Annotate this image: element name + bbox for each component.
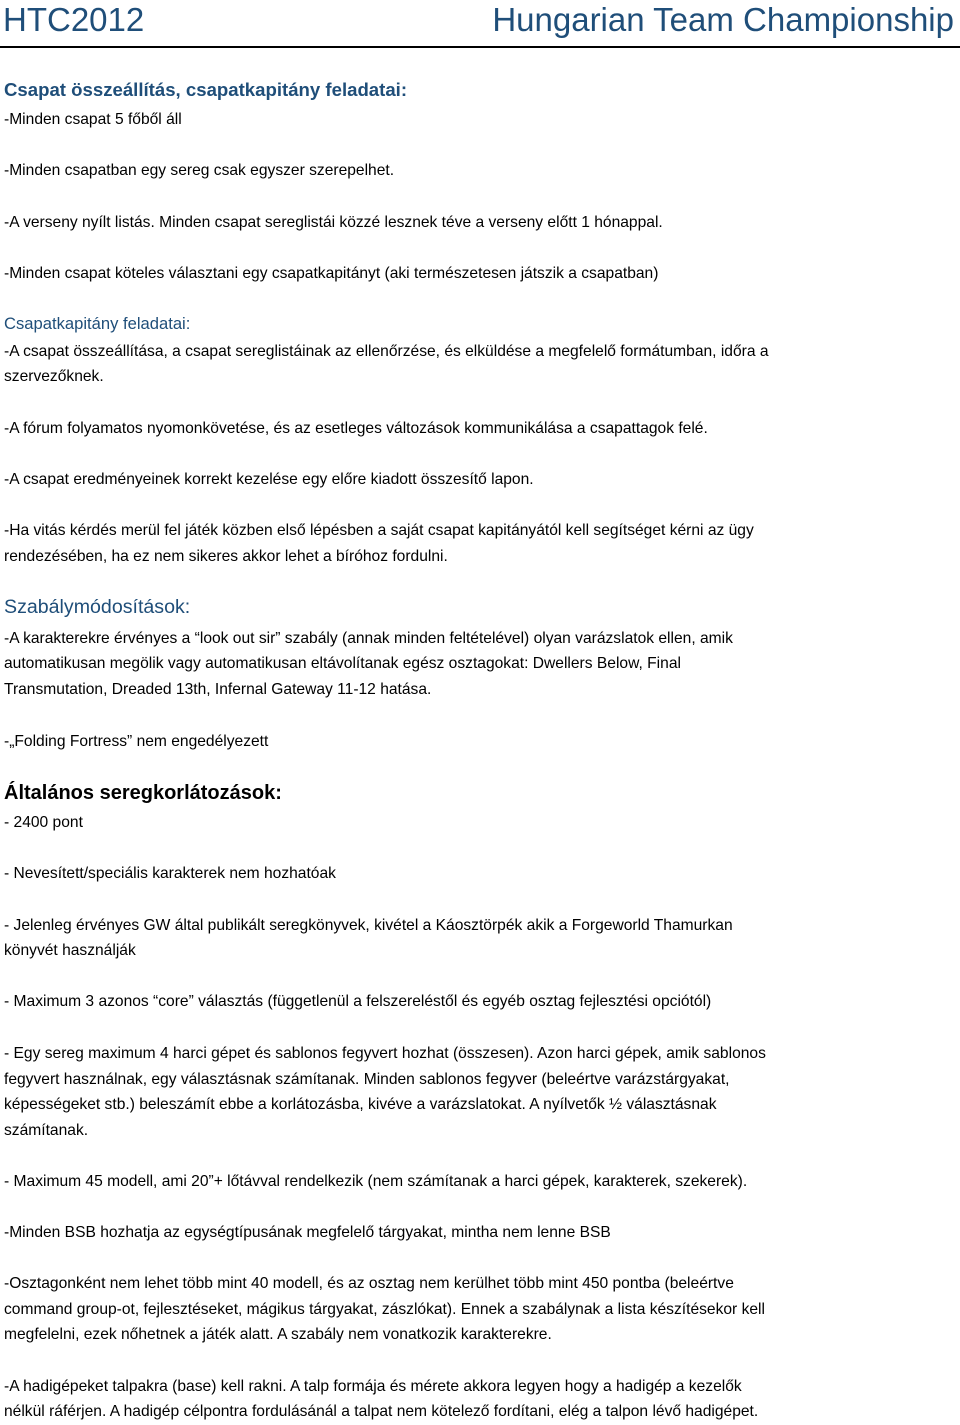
text-line: -Minden csapatban egy sereg csak egyszer szerepelhet. (4, 162, 395, 179)
text-line: számítanak. (4, 1122, 89, 1139)
section-heading-captain-duties: Csapatkapitány feladatai: (4, 314, 191, 333)
text-line: Transmutation, Dreaded 13th, Infernal Gateway 11-12 hatása. (4, 681, 432, 698)
text-line: automatikusan megölik vagy automatikusan eltávolítanak egész osztagokat: Dwellers Below, Final (4, 655, 681, 672)
text-line: - 2400 pont (4, 814, 83, 831)
text-line: megfelelni, ezek nőhetnek a játék alatt. A szabály nem vonatkozik karakterekre. (4, 1326, 552, 1343)
header-code: HTC2012 (3, 1, 145, 38)
text-line: -A verseny nyílt listás. Minden csapat sereglistái közzé lesznek téve a verseny előtt 1 hónappal. (4, 214, 663, 231)
text-line: - Egy sereg maximum 4 harci gépet és sablonos fegyvert hozhat (összesen). Azon harci gépek, amik sablonos (4, 1045, 766, 1062)
section-heading-army-restrictions: Általános seregkorlátozások: (4, 782, 282, 804)
section-heading-team-setup: Csapat összeállítás, csapatkapitány feladatai: (4, 79, 408, 100)
text-line: -Minden csapat köteles választani egy csapatkapitányt (aki természetesen játszik a csapatban) (4, 265, 659, 282)
text-line: -Minden BSB hozhatja az egységtípusának megfelelő tárgyakat, mintha nem lenne BSB (4, 1224, 611, 1241)
text-line: - Nevesített/speciális karakterek nem hozhatóak (4, 865, 336, 882)
text-line: command group-ot, fejlesztéseket, mágikus tárgyakat, zászlókat). Ennek a szabálynak a lista készítésekor kell (4, 1301, 765, 1318)
text-line: -A karakterekre érvényes a “look out sir” szabály (annak minden feltételével) olyan varázslatok ellen, amik (4, 630, 733, 647)
text-line: - Maximum 45 modell, ami 20”+ lőtávval rendelkezik (nem számítanak a harci gépek, karakterek, szekerek). (4, 1173, 748, 1190)
text-line: -„Folding Fortress” nem engedélyezett (4, 733, 269, 750)
text-line: fegyvert használnak, egy választásnak számítanak. Minden sablonos fegyver (beleértve varázstárgyakat, (4, 1071, 730, 1088)
text-line: rendezésében, ha ez nem sikeres akkor lehet a bíróhoz fordulni. (4, 548, 448, 565)
text-line: szervezőknek. (4, 368, 104, 385)
page-header (0, 0, 960, 48)
section-heading-rule-changes: Szabálymódosítások: (4, 596, 191, 618)
text-line: - Maximum 3 azonos “core” választás (függetlenül a felszereléstől és egyéb osztag fejlesztési opciótól) (4, 993, 712, 1010)
text-line: - Jelenleg érvényes GW által publikált seregkönyvek, kivétel a Káosztörpék akik a Forgeworld Thamurkan (4, 917, 733, 934)
text-line: -A csapat összeállítása, a csapat sereglistáinak az ellenőrzése, és elküldése a megfelelő formátumban, időra a (4, 343, 769, 360)
text-line: -A hadigépeket talpakra (base) kell rakni. A talp formája és mérete akkora legyen hogy a hadigép a kezelők (4, 1378, 742, 1395)
header-title: Hungarian Team Championship (492, 1, 954, 38)
text-line: -A csapat eredményeinek korrekt kezelése egy előre kiadott összesítő lapon. (4, 471, 534, 488)
text-line: -Ha vitás kérdés merül fel játék közben első lépésben a saját csapat kapitányától kell segítséget kérni az ügy (4, 522, 754, 539)
text-line: képességeket stb.) beleszámít ebbe a korlátozásba, kivéve a varázslatokat. A nyílvetők ½ választásnak (4, 1096, 717, 1113)
text-line: -Minden csapat 5 főből áll (4, 111, 182, 128)
text-line: -Osztagonként nem lehet több mint 40 modell, és az osztag nem kerülhet több mint 450 pontba (beleértve (4, 1275, 734, 1292)
text-line: -A fórum folyamatos nyomonkövetése, és az esetleges változások kommunikálása a csapattagok felé. (4, 420, 708, 437)
text-line: könyvét használják (4, 942, 136, 959)
text-line: nélkül ráférjen. A hadigép célpontra fordulásánál a talpat nem kötelező fordítani, elég a talpon lévő hadigépet. (4, 1403, 759, 1420)
